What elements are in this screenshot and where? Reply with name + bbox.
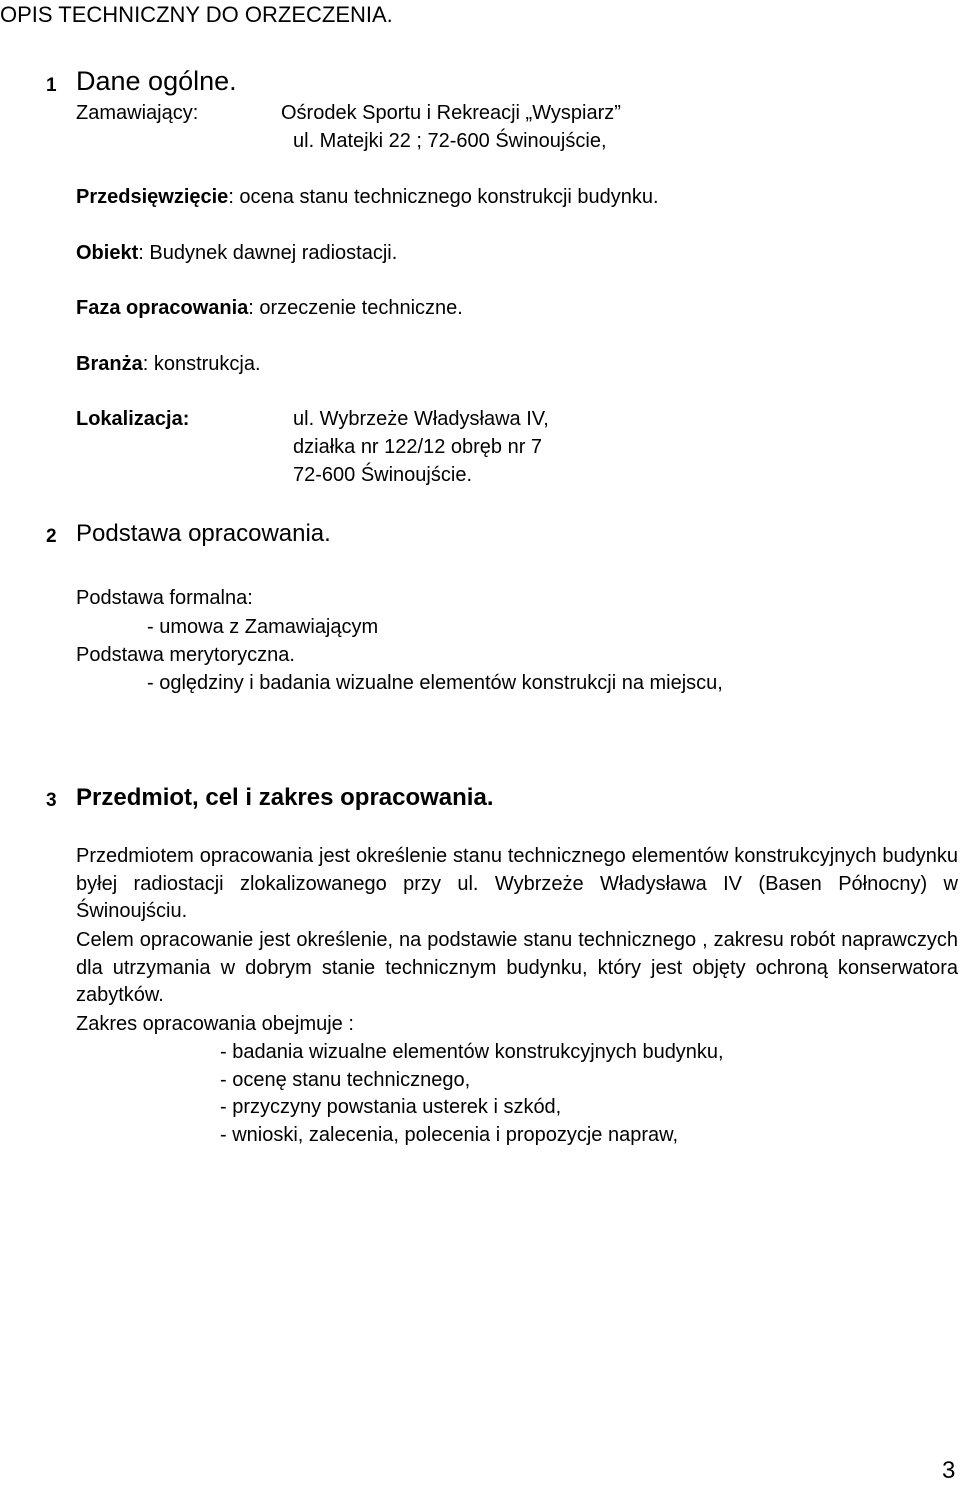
- phase-label: Faza opracowania: [76, 297, 249, 319]
- object-row: [76, 243, 397, 263]
- branch-value: : konstrukcja.: [142, 353, 261, 375]
- section-3-number: 3: [46, 790, 57, 811]
- section-3-paragraph-2: Celem opracowanie jest określenie, na podstawie stanu technicznego , zakresu robót naprawczych dla utrzymania w dobrym stanie technicznym budynku, który jest objęty ochroną konserwatora zabytków.: [76, 929, 958, 1007]
- project-value: : ocena stanu technicznego konstrukcji budynku.: [228, 186, 659, 208]
- section-3-heading: Przedmiot, cel i zakres opracowania.: [76, 784, 494, 811]
- location-label: Lokalizacja:: [76, 408, 190, 430]
- substantive-basis-label: Podstawa merytoryczna.: [76, 644, 295, 666]
- scope-label: Zakres opracowania obejmuje :: [76, 1013, 354, 1035]
- location-line-3: 72-600 Świnoujście.: [293, 464, 472, 486]
- object-label: Obiekt: [76, 242, 139, 264]
- section-2-heading: Podstawa opracowania.: [76, 520, 331, 547]
- formal-basis-item: - umowa z Zamawiającym: [147, 616, 379, 638]
- object-value: : Budynek dawnej radiostacji.: [138, 242, 398, 264]
- client-line-2: ul. Matejki 22 ; 72-600 Świnoujście,: [293, 130, 607, 152]
- location-line-2: działka nr 122/12 obręb nr 7: [293, 436, 543, 458]
- page-number: 3: [942, 1457, 956, 1484]
- document-title: OPIS TECHNICZNY DO ORZECZENIA.: [0, 2, 393, 27]
- client-label: Zamawiający:: [76, 102, 199, 124]
- branch-row: [76, 354, 261, 374]
- project-row: [76, 187, 659, 207]
- section-3-paragraph-1: Przedmiotem opracowania jest określenie stanu technicznego elementów konstrukcyjnych budynku byłej radiostacji zlokalizowanego przy ul. Wybrzeże Władysława IV (Basen Północny) w Świnoujściu.: [76, 845, 958, 923]
- client-line-1: Ośrodek Sportu i Rekreacji „Wyspiarz”: [281, 102, 621, 124]
- scope-item: - badania wizualne elementów konstrukcyjnych budynku,: [220, 1041, 724, 1063]
- section-1-heading: Dane ogólne.: [76, 66, 237, 96]
- formal-basis-label: Podstawa formalna:: [76, 587, 253, 609]
- phase-value: : orzeczenie techniczne.: [248, 297, 463, 319]
- substantive-basis-item: - oględziny i badania wizualne elementów konstrukcji na miejscu,: [147, 672, 723, 694]
- location-line-1: ul. Wybrzeże Władysława IV,: [293, 408, 549, 430]
- scope-item: - ocenę stanu technicznego,: [220, 1069, 471, 1091]
- section-2-number: 2: [46, 526, 57, 547]
- branch-label: Branża: [76, 353, 143, 375]
- section-1-number: 1: [46, 75, 57, 96]
- scope-item: - wnioski, zalecenia, polecenia i propozycje napraw,: [220, 1124, 679, 1146]
- scope-item: - przyczyny powstania usterek i szkód,: [220, 1096, 562, 1118]
- project-label: Przedsięwzięcie: [76, 186, 229, 208]
- phase-row: [76, 298, 463, 318]
